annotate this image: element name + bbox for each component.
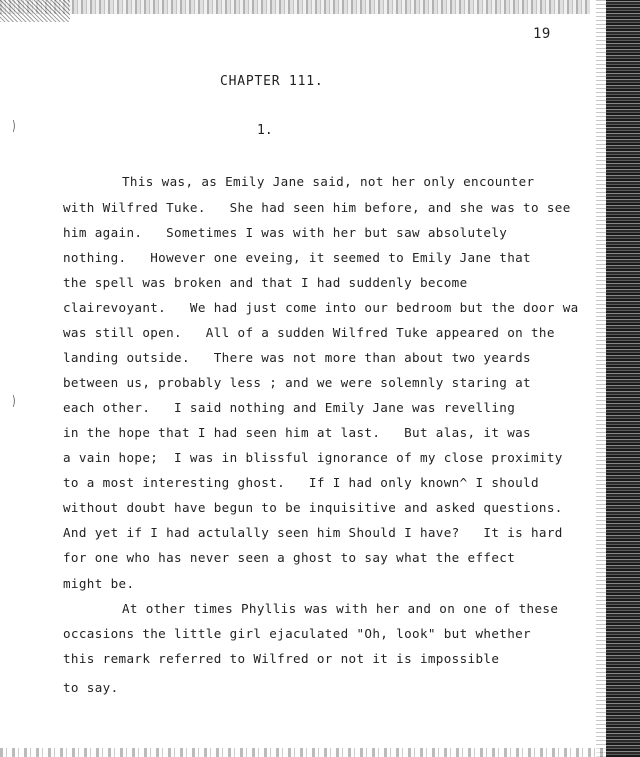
text-line: to say. [63,680,119,695]
text-line: between us, probably less ; and we were solemnly staring at [63,375,531,390]
text-line: At other times Phyllis was with her and on one of these [122,601,559,616]
text-line: was still open. All of a sudden Wilfred Tuke appeared on the [63,325,555,340]
margin-mark: ) [11,394,17,409]
text-line: This was, as Emily Jane said, not her only encounter [122,174,535,189]
text-line: And yet if I had actulally seen him Should I have? It is hard [63,525,563,540]
scan-edge-right-shadow [596,0,606,757]
text-line: him again. Sometimes I was with her but saw absolutely [63,225,508,240]
scan-edge-bottom [0,748,606,757]
text-line: in the hope that I had seen him at last. But alas, it was [63,425,531,440]
text-line: occasions the little girl ejaculated "Oh, look" but whether [63,626,531,641]
chapter-title: CHAPTER 111. [220,74,324,89]
text-line: the spell was broken and that I had suddenly become [63,275,468,290]
scan-edge-top [0,0,590,14]
text-line: with Wilfred Tuke. She had seen him before, and she was to see [63,200,571,215]
text-line: might be. [63,576,135,591]
text-line: a vain hope; I was in blissful ignorance of my close proximity [63,450,563,465]
page-number: 19 [533,26,551,42]
text-line: for one who has never seen a ghost to say what the effect [63,550,516,565]
text-line: to a most interesting ghost. If I had only known^ I should [63,475,539,490]
text-line: without doubt have begun to be inquisitive and asked questions. [63,500,563,515]
scan-edge-corner [0,0,70,22]
text-line: nothing. However one eveing, it seemed to Emily Jane that [63,250,531,265]
text-line: landing outside. There was not more than about two yeards [63,350,531,365]
section-number: 1. [257,123,273,138]
text-line: this remark referred to Wilfred or not it is impossible [63,651,500,666]
scan-edge-right [606,0,640,757]
text-line: clairevoyant. We had just come into our bedroom but the door wa [63,300,579,315]
text-line: each other. I said nothing and Emily Jane was revelling [63,400,516,415]
margin-mark: ) [11,119,17,134]
